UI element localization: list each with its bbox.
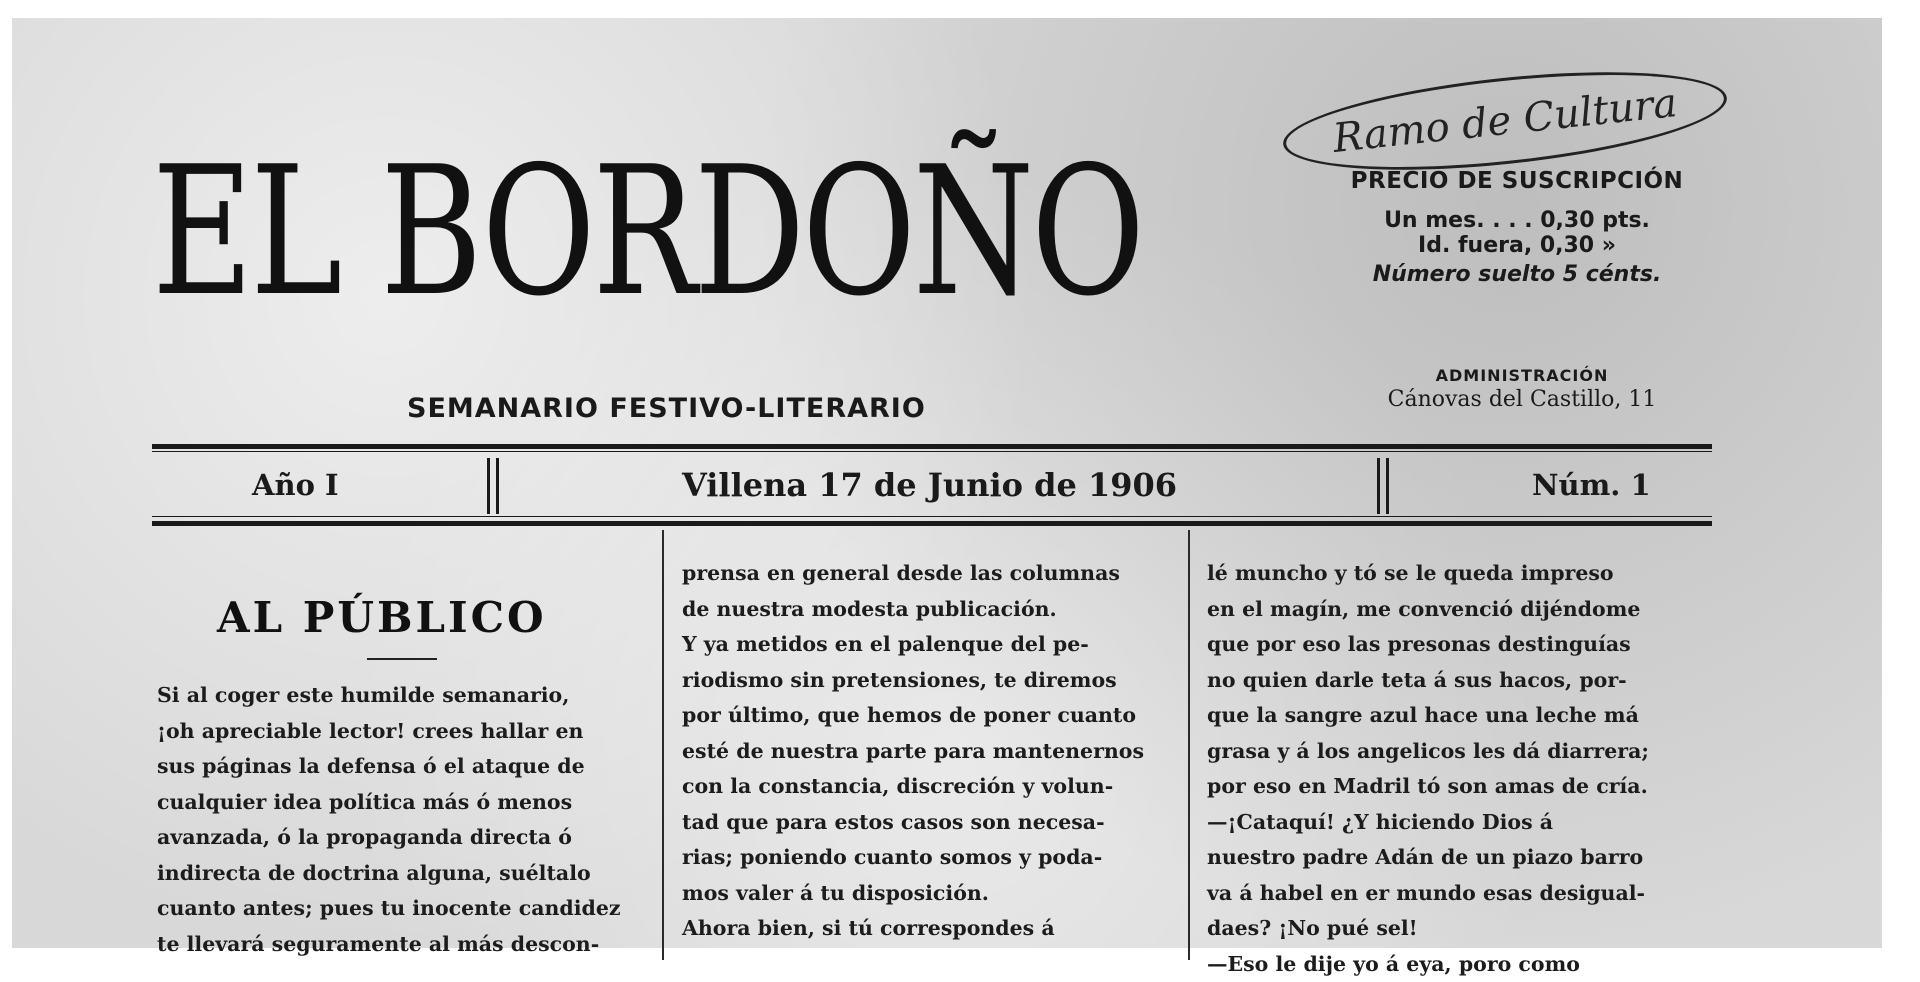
- masthead-title: EL BORDOÑO: [152, 143, 1142, 321]
- article-line: de nuestra modesta publicación.: [682, 592, 1144, 628]
- article-line: en el magín, me convenció dijéndome: [1207, 592, 1649, 628]
- issue-date: Villena 17 de Junio de 1906: [682, 466, 1177, 504]
- article-headline: AL PÚBLICO: [217, 593, 547, 642]
- administration-box: [1332, 366, 1712, 412]
- column-divider: [1188, 530, 1190, 960]
- article-line: sus páginas la defensa ó el ataque de: [157, 749, 621, 785]
- divider: [367, 658, 437, 660]
- divider: [1377, 458, 1389, 514]
- article-line: por eso en Madril tó son amas de cría.: [1207, 769, 1649, 805]
- article-line: Ahora bien, si tú correspondes á: [682, 911, 1144, 947]
- column-divider: [662, 530, 664, 960]
- article-line: que la sangre azul hace una leche má: [1207, 698, 1649, 734]
- subscription-heading: PRECIO DE SUSCRIPCIÓN: [1282, 168, 1752, 194]
- article-line: —Eso le dije yo á eya, poro como: [1207, 947, 1649, 982]
- article-line: prensa en general desde las columnas: [682, 556, 1144, 592]
- article-line: nuestro padre Adán de un piazo barro: [1207, 840, 1649, 876]
- article-column-3: [1207, 556, 1649, 982]
- article-line: con la constancia, discreción y volun-: [682, 769, 1144, 805]
- article-line: Si al coger este humilde semanario,: [157, 678, 621, 714]
- article-line: esté de nuestra parte para mantenernos: [682, 734, 1144, 770]
- article-line: lé muncho y tó se le queda impreso: [1207, 556, 1649, 592]
- article-line: avanzada, ó la propaganda directa ó: [157, 820, 621, 856]
- article-line: ¡oh apreciable lector! crees hallar en: [157, 714, 621, 750]
- stamp-text: Ramo de Cultura: [1331, 80, 1679, 162]
- article-line: por último, que hemos de poner cuanto: [682, 698, 1144, 734]
- article-line: tad que para estos casos son necesa-: [682, 805, 1144, 841]
- article-line: no quien darle teta á sus hacos, por-: [1207, 663, 1649, 699]
- article-line: —¡Cataquí! ¿Y hiciendo Dios á: [1207, 805, 1649, 841]
- article-line: rias; poniendo cuanto somos y poda-: [682, 840, 1144, 876]
- article-line: Y ya metidos en el palenque del pe-: [682, 627, 1144, 663]
- issue-year: Año I: [252, 468, 339, 502]
- article-line: cuanto antes; pues tu inocente candidez: [157, 891, 621, 927]
- article-line: riodismo sin pretensiones, te diremos: [682, 663, 1144, 699]
- article-line: que por eso las presonas destinguías: [1207, 627, 1649, 663]
- article-line: indirecta de doctrina alguna, suéltalo: [157, 856, 621, 892]
- article-line: te llevará seguramente al más descon-: [157, 927, 621, 963]
- masthead-subtitle: SEMANARIO FESTIVO-LITERARIO: [407, 393, 926, 424]
- subscription-line: Id. fuera, 0,30 »: [1282, 233, 1752, 258]
- article-column-2: [682, 556, 1144, 947]
- article-line: cualquier idea política más ó menos: [157, 785, 621, 821]
- article-line: mos valer á tu disposición.: [682, 876, 1144, 912]
- article-column-1: [157, 678, 621, 962]
- subscription-line: Un mes. . . . 0,30 pts.: [1282, 208, 1752, 233]
- dateline: [152, 458, 1712, 514]
- administration-address: Cánovas del Castillo, 11: [1332, 387, 1712, 412]
- divider: [152, 451, 1712, 452]
- subscription-box: [1282, 168, 1752, 287]
- divider: [152, 516, 1712, 517]
- article-line: va á habel en er mundo esas desigual-: [1207, 876, 1649, 912]
- newspaper-page: [12, 18, 1882, 948]
- divider: [487, 458, 499, 514]
- divider: [152, 521, 1712, 526]
- article-line: grasa y á los angelicos les dá diarrera;: [1207, 734, 1649, 770]
- issue-number: Núm. 1: [1532, 468, 1651, 502]
- subscription-line: Número suelto 5 cénts.: [1282, 262, 1752, 287]
- divider: [152, 444, 1712, 449]
- administration-heading: ADMINISTRACIÓN: [1332, 366, 1712, 385]
- article-line: daes? ¡No pué sel!: [1207, 911, 1649, 947]
